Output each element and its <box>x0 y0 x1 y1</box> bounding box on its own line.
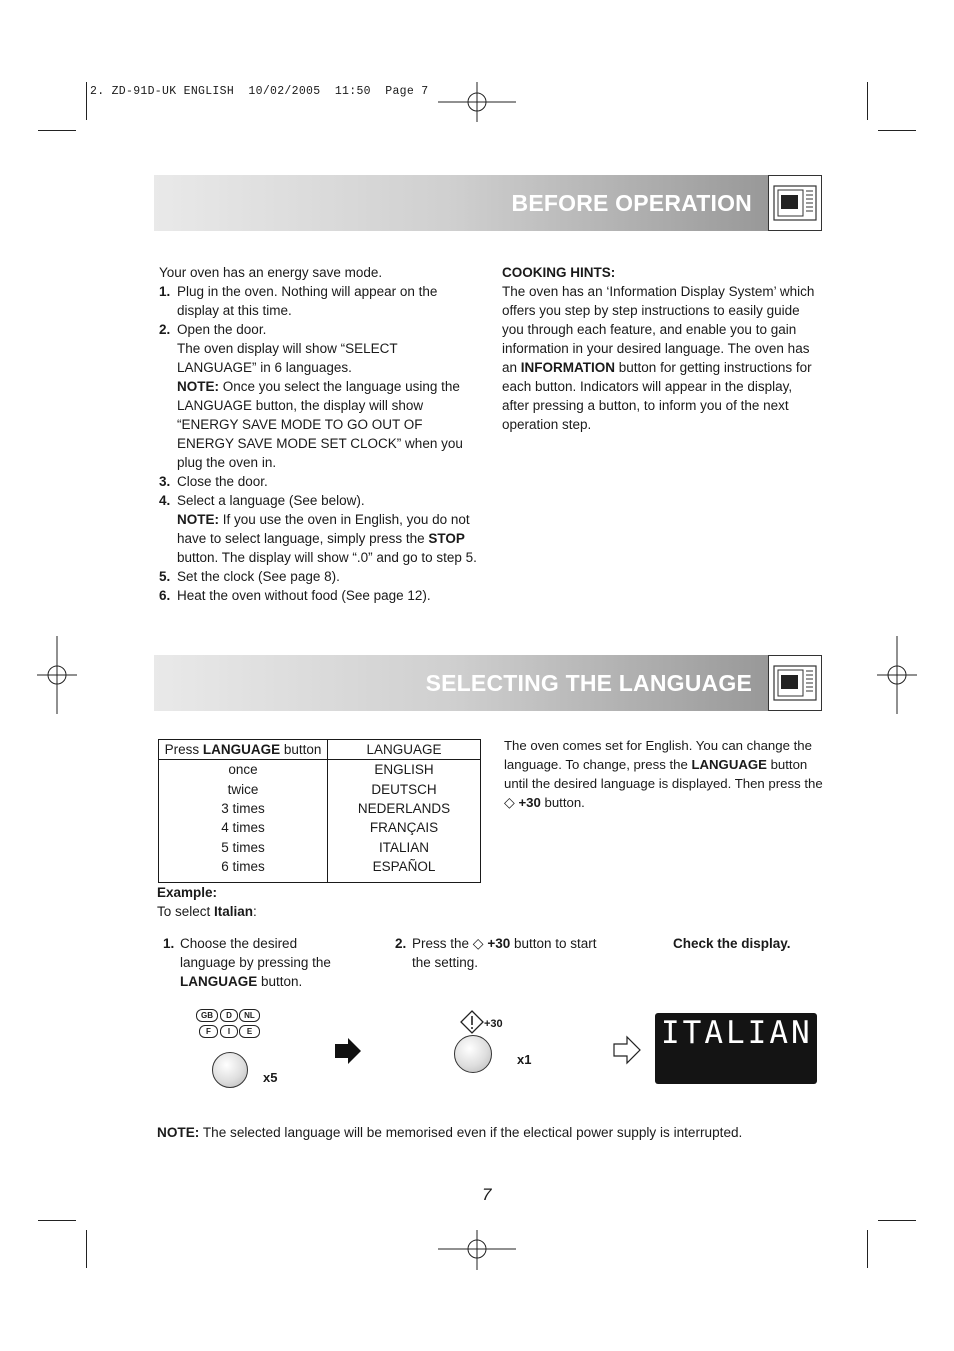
press-count-language: x5 <box>263 1070 278 1085</box>
language-explanation: The oven comes set for English. You can change the language. To change, press the LANGUAGE button until the desired language is displayed. Then press the ◇ +30 button. <box>504 738 823 810</box>
table-row <box>159 818 481 837</box>
press-count-cell: 6 times <box>159 857 328 883</box>
registration-mark-bottom <box>438 1230 516 1270</box>
example-subheading: To select Italian: <box>157 904 257 919</box>
language-button[interactable] <box>212 1052 248 1088</box>
language-column-header: LANGUAGE <box>328 740 481 760</box>
check-display-label: Check the display. <box>673 936 791 951</box>
language-cell: FRANÇAIS <box>369 820 439 836</box>
section-title: BEFORE OPERATION <box>511 190 752 216</box>
before-operation-banner <box>154 175 822 231</box>
microwave-icon <box>768 655 822 711</box>
page-number: 7 <box>482 1185 492 1204</box>
press-count-cell: once <box>159 760 328 780</box>
table-row <box>159 760 481 780</box>
setup-steps-list <box>159 282 477 605</box>
table-header-row <box>159 740 481 760</box>
press-count-cell: 5 times <box>159 837 328 856</box>
oven-display <box>655 1013 817 1084</box>
start-diamond-icon: ◇ <box>504 794 515 810</box>
cooking-hints-heading: COOKING HINTS: <box>502 265 616 280</box>
example-block <box>157 883 457 921</box>
flag-indicator-f: F <box>199 1025 218 1038</box>
setup-step: 1. Plug in the oven. Nothing will appear on the display at this time. <box>159 284 438 318</box>
flag-indicator-d: D <box>220 1009 238 1022</box>
section-title: SELECTING THE LANGUAGE <box>425 670 752 696</box>
table-row <box>159 837 481 856</box>
press-column-header: Press LANGUAGE button <box>159 740 328 760</box>
setup-step: 6. Heat the oven without food (See page 12). <box>159 588 431 603</box>
press-count-start: x1 <box>517 1052 532 1067</box>
start-plus30-button[interactable] <box>454 1035 492 1073</box>
language-table <box>158 739 481 883</box>
setup-step: 2. Open the door. The oven display will show “SELECT LANGUAGE” in 6 languages. NOTE: Once you select the language using the LANGUAGE button, the display will show “ENERGY SAVE MODE TO GO OUT OF ENERGY SAVE MODE SET CLOCK” when you plug the oven in. <box>159 322 463 470</box>
language-flag-indicators <box>196 1009 266 1039</box>
language-cell: ESPAÑOL <box>372 858 436 874</box>
selecting-language-banner <box>154 655 822 711</box>
cooking-hints-column <box>502 263 822 434</box>
flag-indicator-nl: NL <box>239 1009 260 1022</box>
press-count-cell: 4 times <box>159 818 328 837</box>
language-cell: NEDERLANDS <box>357 801 451 817</box>
setup-step: 4. Select a language (See below). NOTE: If you use the oven in English, you do not have to select language, simply press the STOP button. The display will show “.0” and go to step 5. <box>159 493 477 565</box>
energy-save-column <box>159 263 477 605</box>
language-cell: DEUTSCH <box>371 781 437 797</box>
display-text: ITALIAN <box>661 1015 813 1051</box>
setup-step: 5. Set the clock (See page 8). <box>159 569 340 584</box>
microwave-icon <box>768 175 822 231</box>
table-row <box>159 857 481 883</box>
table-row <box>159 780 481 799</box>
example-step-2: 2. Press the ◇ +30 button to start the setting. <box>395 935 597 970</box>
memory-note: NOTE: The selected language will be memorised even if the electical power supply is interrupted. <box>157 1125 743 1140</box>
registration-mark-top <box>438 82 516 122</box>
language-cell: ENGLISH <box>374 762 434 778</box>
print-slug: 2. ZD-91D-UK ENGLISH 10/02/2005 11:50 Page 7 <box>90 85 429 98</box>
language-cell: ITALIAN <box>378 839 429 855</box>
start-button-label: +30 <box>484 1018 503 1030</box>
setup-step: 3. Close the door. <box>159 474 268 489</box>
flag-indicator-i: I <box>220 1025 238 1038</box>
registration-mark-right <box>877 636 917 714</box>
flag-indicator-gb: GB <box>196 1009 218 1022</box>
table-row <box>159 799 481 818</box>
registration-mark-left <box>37 636 77 714</box>
press-count-cell: twice <box>159 780 328 799</box>
start-diamond-icon <box>459 1009 485 1035</box>
flag-indicator-e: E <box>239 1025 260 1038</box>
example-step-1: 1. Choose the desired language by pressing the LANGUAGE button. <box>163 936 331 989</box>
example-heading: Example: <box>157 885 218 900</box>
cooking-hints-text: The oven has an ‘Information Display System’ which offers you step by step instructions to easily guide you through each feature, and enable you to gain information in your desired language. The oven has an INFORMATION button for getting instructions for each button. Indicators will appear in the display, after pressing a button, to inform you of the next operation step. <box>502 284 815 432</box>
arrow-outline-right-icon <box>612 1035 642 1065</box>
intro-text: Your oven has an energy save mode. <box>159 265 383 280</box>
start-diamond-icon: ◇ <box>472 935 484 951</box>
press-count-cell: 3 times <box>159 799 328 818</box>
arrow-right-icon <box>334 1037 362 1065</box>
